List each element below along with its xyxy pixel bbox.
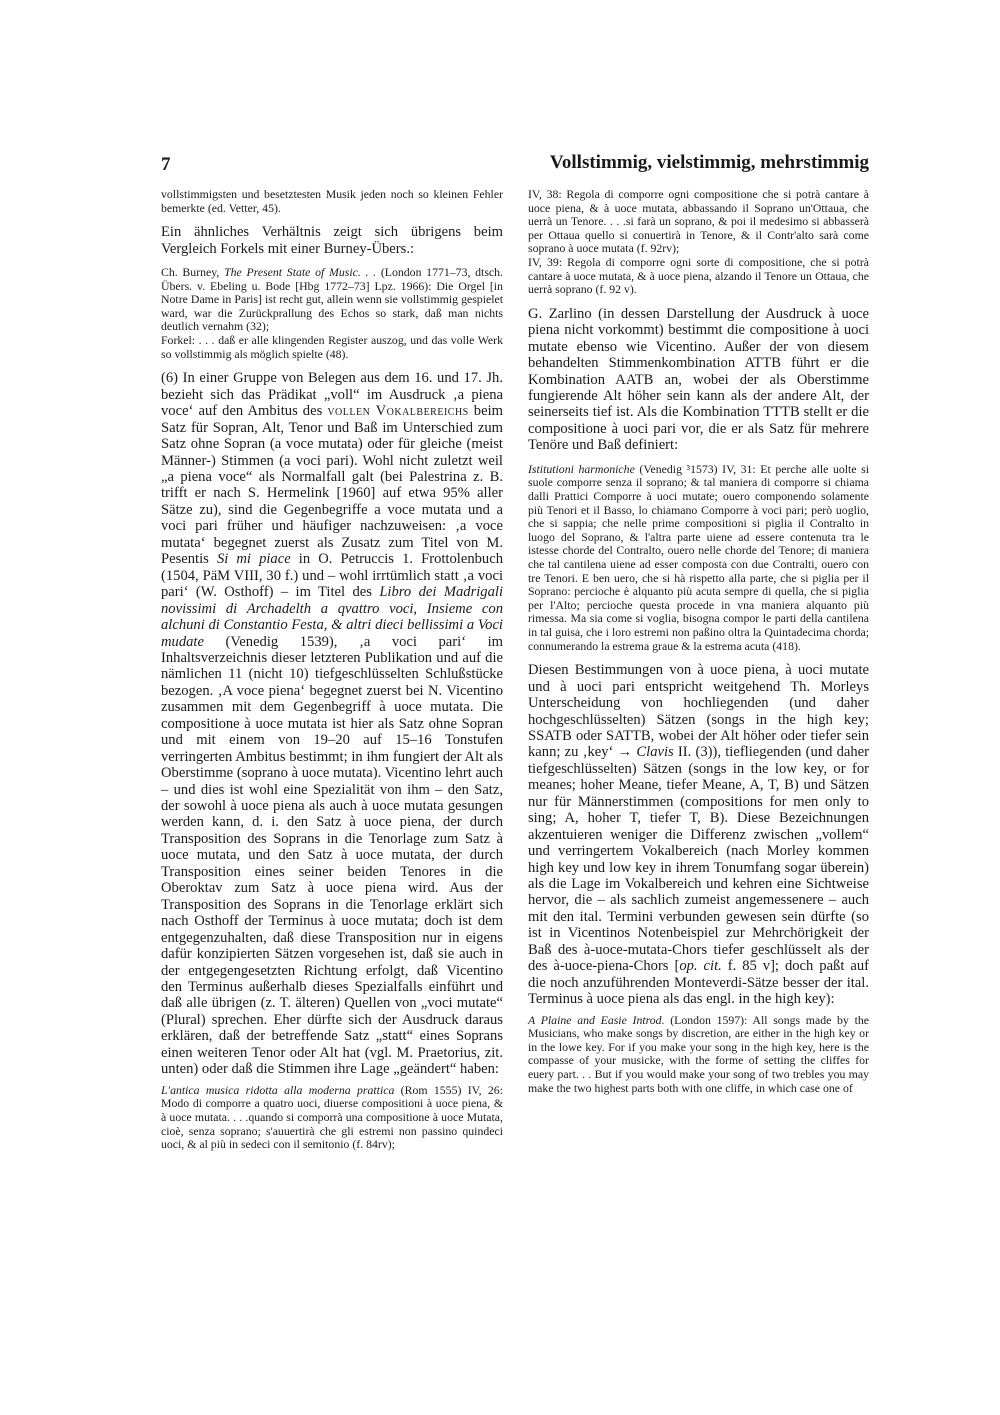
quote-vicentino-38: IV, 38: Regola di comporre ogni compositione che si potrà cantare à uoce piena, & à uoce mutata, abbassando il Soprano un'Ottaua, che uerrà un Tenore. . . .si farà un soprano, & poi il medesimo si abbasserà per Ottaua quello si conuertirà in Tenore, & il Contr'alto sarà come soprano à uoce mutata (f. 92rv); <box>528 187 869 256</box>
section-6-paragraph <box>161 370 503 1077</box>
quote-forkel: Forkel: . . . daß er alle klingenden Register auszog, und das volle Werk so vollstimmig als möglich spielte (48). <box>161 333 503 361</box>
section-6-text-c: in O. Petruccis 1. Frottolenbuch (1504, PäM VIII, 30 f.) und – wohl irrtümlich statt ‚a voci pari‘ (W. Osthoff) – im Titel des <box>161 551 503 601</box>
left-column <box>161 188 503 1152</box>
paragraph-morley-c: f. 85 v]; doch paßt auf die noch anzuführenden Monteverdi-Sätze besser der ital. Terminus à uoce piena als das engl. in the high key): <box>528 958 869 1008</box>
quote-vicentino-title: L'antica musica ridotta alla moderna prattica <box>161 1082 395 1097</box>
quote-burney-pre: Ch. Burney, <box>161 265 225 280</box>
paragraph-morley-italic-2: op. cit. <box>679 958 722 975</box>
paragraph-morley-a: Diesen Bestimmungen von à uoce piena, à uoci mutate und à uoci pari entspricht weitgehend Th. Morleys Unterscheidung von hochliegenden (und daher hochgeschlüsselten) Sätzen (songs in the high key; SSATB oder SATTB, wobei der Alt höher oder tiefer sein kann; zu ‚key‘ → <box>528 662 869 761</box>
quote-zarlino-title: Istitutioni harmoniche <box>528 461 635 476</box>
paragraph-morley-italic-1: Clavis <box>636 744 674 761</box>
paragraph-zarlino: G. Zarlino (in dessen Darstellung der Ausdruck à uoce piena nicht vorkommt) bestimmt die compositione à uoci mutate ebenso wie Vicentino. Außer der von diesem behandelten Stimmenkombination ATTB führt er die Kombination AATB an, wobei der als Oberstimme fungierende Alt höher sein kann als der andere Alt, der seinerseits tief ist. Als die Kombination TTTB stellt er die compositione à uoci pari vor, die er als Satz für mehrere Tenöre und Baß definiert: <box>528 305 869 454</box>
quote-burney <box>161 266 503 334</box>
section-6-text-d: (Venedig 1539), ‚a voci pari‘ im Inhaltsverzeichnis dieser letzteren Publikation und auf die nämlichen 11 (nicht 10) tiefgeschlüsselten Schlußstücke bezogen. ‚A voce piena‘ begegnet zuerst bei N. Vicentino zusammen mit dem Gegenbegriff à uoce mutata. Die compositione à uoce mutata ist hier als Satz ohne Sopran und mit einem von 19–20 auf 15–16 Tonstufen verringerten Ambitus bestimmt; in ihm fungiert der Alt als Oberstimme (soprano à uoce mutata). Vicentino lehrt auch – und dies ist wohl eine Spezialität von ihm – den Satz, der sowohl à uoce piena als auch à uoce mutata gesungen werden kann, d. i. den Satz à uoce piena, der durch Transposition des Soprans in die Tenorlage zum Satz à uoce mutata, und den Satz à uoce mutata, der durch Transposition eines seiner beiden Tenores in die Oberoktav zum Satz à uoce piena wird. Aus der Transposition des Soprans in die Tenorlage erklärt sich nach Osthoff der Terminus à uoce mutata; doch ist dem entgegenzuhalten, daß diese Transposition nur in eigens dafür konzipierten Sätzen vorgesehen ist, daß sie auch in der entgegengesetzten Richtung erfolgt, daß Vicentino den Terminus außerhalb dieses Spezialfalls einführt und daß alle übrigen (z. T. älteren) Quellen von „voci mutate“ (Plural) sprechen. Eher dürfte sich der Ausdruck daraus erklären, daß der betreffende Satz „statt“ eines Soprans einen weiteren Tenor oder Alt hat (vgl. M. Praetorius, zit. unten) oder daß die Stimmen ihre Lage „geändert“ haben: <box>161 633 503 1078</box>
quote-burney-text: (London 1771–73, dtsch. Übers. v. Ebeling u. Bode [Hbg 1772–73] Lpz. 1966): Die Orgel [in Notre Dame in Paris] ist recht gut, allein wenn sie vollstimmig gespielet ward, war die Zurückprallung des Echos so stark, daß man nichts deutlich vernahm (32); <box>161 265 503 334</box>
paragraph-burney-intro: Ein ähnliches Verhältnis zeigt sich übrigens beim Vergleich Forkels mit einer Burney-Übers.: <box>161 224 503 257</box>
right-column <box>528 188 869 1095</box>
page-number: 7 <box>161 154 171 175</box>
quote-zarlino-text: (Venedig ³1573) IV, 31: Et perche alle uolte si suole comporre senza il soprano; & tal maniera di comporre si chiama dalli Prattici Comporre à uoci mutate; ouero componendo solamente più Tenori et il Basso, lo chiamano Comporre à voci pari; però uoglio, che si sappia; che nelle prime compositioni si piglia il Contralto in luogo del Soprano, & l'altra parte uiene ad essere contenuta tra le istesse chorde del Contralto, ouero nelle chorde del Tenore; di maniera che tal cantilena uiene ad esser composta con due Contralti, ouero con tre Tenori. E ben uero, che si hà rispetto alla parte, che si piglia per il Soprano: percioche è alquanto più acuta sempre di quella, che si piglia per l'Alto; percioche questa procede in vna maniera alquanto più rimessa. Ma sia come si voglia, bisogna compor le parti della cantilena in tal guisa, che i loro estremi non paßino oltra la Quintadecima chorda; connumerando la estrema graue & la estrema acuta (418). <box>528 461 869 653</box>
quote-zarlino <box>528 463 869 653</box>
section-6-text-b: beim Satz für Sopran, Alt, Tenor und Baß im Unterschied zum Satz ohne Sopran (a voce mutata) oder für gleiche (meist Männer-) Stimmen (a voci pari). Wohl nicht zuletzt weil „a piena voce“ als Normalfall galt (bei Palestrina z. B. trifft er nach S. Hermelink [1960] auf etwa 95% aller Sätze zu), sind die Gegenbegriffe a voce mutata und a voci pari früher und häufiger nachzuweisen: ‚a voce mutata‘ begegnet zuerst als Zusatz zum Titel von M. Pesentis <box>161 403 503 568</box>
paragraph-continued: vollstimmigsten und besetztesten Musik jeden noch so kleinen Fehler bemerkte (ed. Vetter, 45). <box>161 187 503 215</box>
running-title: Vollstimmig, vielstimmig, mehrstimmig <box>549 152 869 173</box>
paragraph-morley <box>528 662 869 1008</box>
section-6-small-caps: vollen Vokalbereichs <box>327 403 469 420</box>
quote-vicentino-text: (Rom 1555) IV, 26: Modo di comporre a quatro uoci, diuerse compositioni à uoce piena, & à uoce mutata. . . .quando si comporrà una compositione à uoce Mutata, cioè, senza soprano; s'auuertirà che gli estremi non passino quindeci uoci, & al più in sedeci con il semitonio (f. 84rv); <box>161 1082 503 1152</box>
quote-burney-title: The Present State of Music. . . <box>224 265 377 280</box>
section-6-text-a: (6) In einer Gruppe von Belegen aus dem 16. und 17. Jh. bezieht sich das Prädikat „voll“ im Ausdruck ‚a piena voce‘ auf den Ambitus des <box>161 370 503 420</box>
quote-vicentino-39: IV, 39: Regola di comporre ogni sorte di compositione, che si potrà cantare à uoce mutata, & à uoce piena, alzando il Tenore un Ottaua, che uerrà soprano (f. 92 v). <box>528 254 869 297</box>
section-6-italic-1: Si mi piace <box>216 551 291 568</box>
quote-morley-title: A Plaine and Easie Introd. <box>528 1012 665 1027</box>
quote-morley <box>528 1014 869 1096</box>
quote-morley-text: (London 1597): All songs made by the Musicians, who make songs by discretion, are either in the high key or in the lowe key. For if you make your song in the high key, here is the compasse of your musicke, with the forme of setting the cliffes for euery part. . . But if you would make your song of two trebles you may make the two highest parts both with one cliffe, in which case one of <box>528 1012 869 1095</box>
paragraph-morley-b: II. (3)), tiefliegenden (und daher tiefgeschlüsselten) Sätzen (songs in the low key, or for meanes; hoher Meane, tiefer Meane, A, T, B) und Sätzen nur für Männerstimmen (compositions for men only to sing; A, hoher T, tiefer T, B). Diese Bezeichnungen akzentuieren weniger die Differenz zwischen „vollem“ und verringertem Vokalbereich (nach Morley kommen high key und low key in ihrem Tonumfang sogar überein) als die Lage im Vokalbereich und kehren eine Sichtweise hervor, die – als sachlich zumeist angemessenere – auch mit den ital. Termini verbunden gewesen sein dürfte (so ist in Vicentinos Notenbeispiel zur Mehrchörigkeit der Baß des à-uoce-mutata-Chors tiefer geschlüsselt als der des à-uoce-piena-Chors [ <box>528 744 869 975</box>
section-6-italic-2: Libro dei Madrigali novissimi di Archadelth a qvattro voci, Insieme con alchuni di Constantio Festa, & altri dieci bellissimi a Voci mudate <box>161 584 504 650</box>
quote-vicentino <box>161 1084 503 1152</box>
